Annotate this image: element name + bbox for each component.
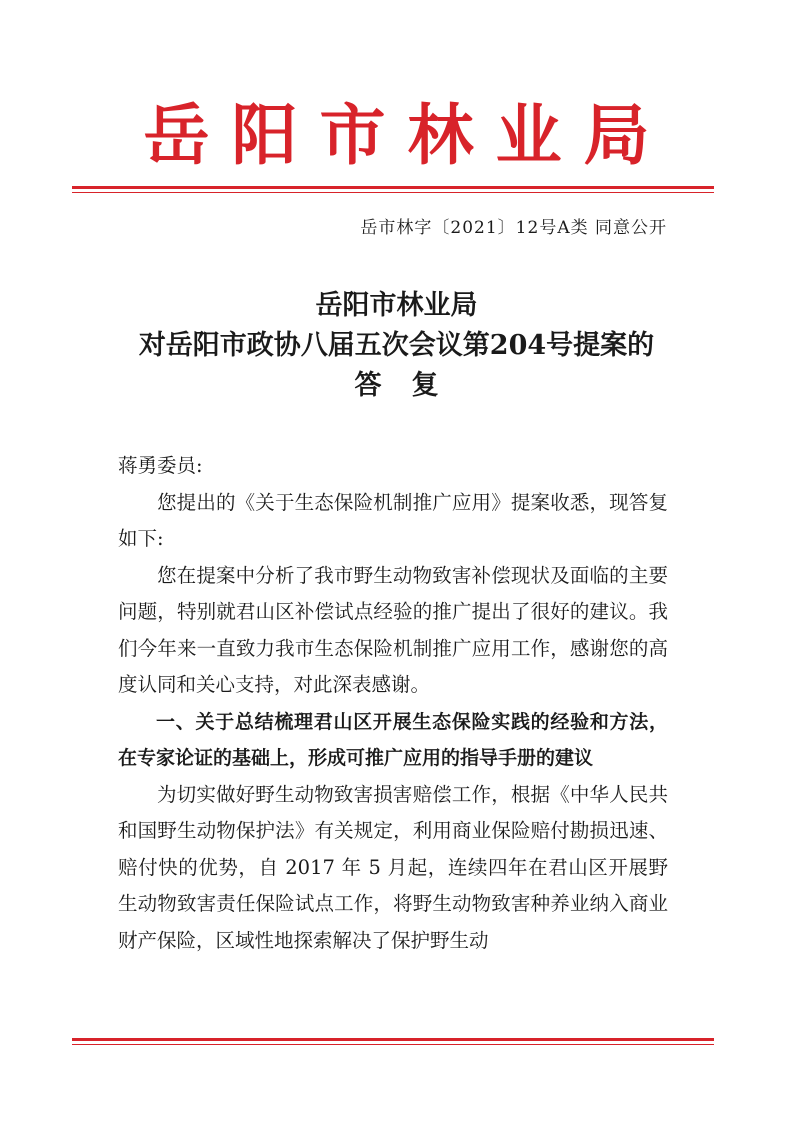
footer-red-rule — [72, 1038, 714, 1045]
paragraph-3: 为切实做好野生动物致害损害赔偿工作，根据《中华人民共和国野生动物保护法》有关规定，利用商业保险赔付勘损迅速、赔付快的优势，自 2017 年 5 月起，连续四年在君山区开展野生动物致害责任保险试点工作，将野生动物致害种养业纳入商业财产保险，区域性地探索解决了保护野生动 — [118, 782, 668, 952]
paragraph-2: 您在提案中分析了我市野生动物致害补偿现状及面临的主要问题，特别就君山区补偿试点经验的推广提出了很好的建议。我们今年来一直致力我市生态保险机制推广应用工作，感谢您的高度认同和关心支持，对此深表感谢。 — [118, 563, 668, 696]
document-body — [118, 448, 668, 959]
document-title — [0, 286, 793, 406]
paragraph-1: 您提出的《关于生态保险机制推广应用》提案收悉，现答复如下: — [118, 490, 668, 550]
header-red-rule — [72, 186, 714, 193]
salutation: 蒋勇委员: — [118, 454, 203, 477]
title-line-3: 答复 — [354, 370, 469, 401]
document-number: 岳市林字〔2021〕12号A类 同意公开 — [360, 218, 667, 238]
title-line-2: 对岳阳市政协八届五次会议第204号提案的 — [138, 330, 655, 361]
agency-masthead: 岳阳市林业局 — [143, 97, 672, 174]
section-heading-1: 一、关于总结梳理君山区开展生态保险实践的经验和方法，在专家论证的基础上，形成可推广应用的指导手册的建议 — [118, 710, 668, 769]
title-line-1: 岳阳市林业局 — [315, 290, 478, 321]
